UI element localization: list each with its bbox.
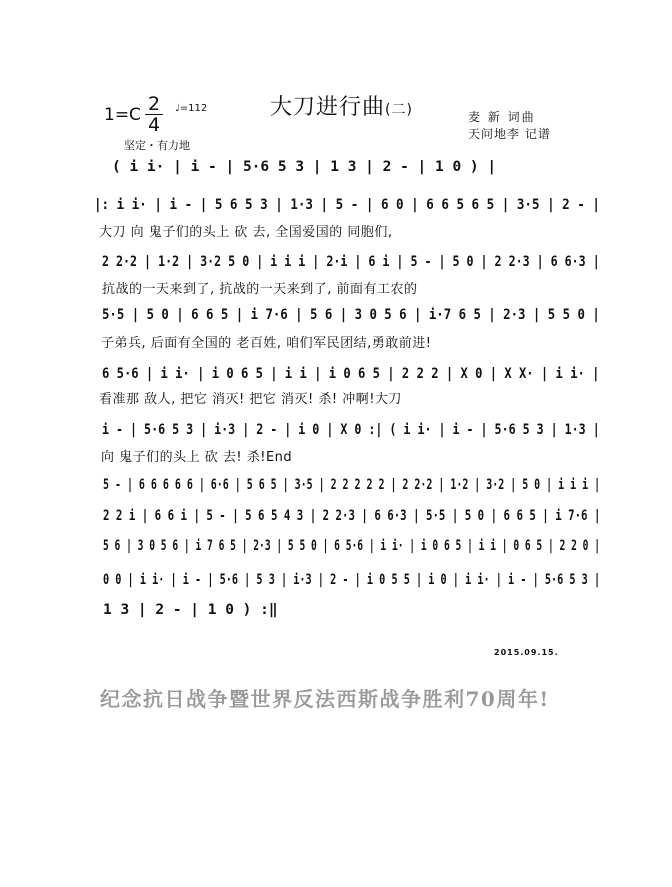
lyricist-credit: 麦 新 词曲 <box>468 110 536 124</box>
score-line-10-notes: 0 0 | i i· | i - | 5·6 | 5 3 | i·3 | 2 - | i 0 5 5 | i 0 | i i· | i - | 5·6 5 3 | <box>103 572 601 588</box>
score-line-6-lyrics: 向 鬼子们的头上 砍 去! 杀!End <box>101 450 293 465</box>
time-sig-top: 2 <box>147 93 161 115</box>
score-line-8-notes: 2 2 i | 6 6 i | 5 - | 5 6 5 4 3 | 2 2·3 | 6 6·3 | 5·5 | 5 0 | 6 6 5 | i 7·6 | <box>103 508 601 524</box>
date-stamp: 2015.09.15. <box>494 648 559 657</box>
expression-mark: 坚定・有力地 <box>124 139 190 152</box>
score-line-11-notes: 1 3 | 2 - | 1 0 ) :‖ <box>103 602 278 618</box>
score-line-4-notes: 5·5 | 5 0 | 6 6 5 | i 7·6 | 5 6 | 3 0 5 6 | i·7 6 5 | 2·3 | 5 5 0 | <box>102 307 600 323</box>
score-line-3-lyrics: 抗战的一天来到了, 抗战的一天来到了, 前面有工农的 <box>102 282 418 297</box>
score-line-5-notes: 6 5·6 | i i· | i 0 6 5 | i i | i 0 6 5 | 2 2 2 | X 0 | X X· | i i· | <box>102 366 600 382</box>
score-line-5-lyrics: 看准那 敌人, 把它 消灭! 把它 消灭! 杀! 冲啊!大刀 <box>99 392 402 407</box>
time-sig-bottom: 4 <box>147 114 161 136</box>
score-line-3-notes: 2 2·2 | 1·2 | 3·2 5 0 | i i i | 2·i | 6 i | 5 - | 5 0 | 2 2·3 | 6 6·3 | <box>102 254 600 270</box>
song-title <box>270 90 413 121</box>
key-signature: 1=C <box>104 105 141 125</box>
score-line-1-notes: ( i i· | i - | 5·6 5 3 | 1 3 | 2 - | 1 0 ) | <box>112 159 497 175</box>
score-line-6-notes: i - | 5·6 5 3 | i·3 | 2 - | i 0 | X 0 :| ( i i· | i - | 5·6 5 3 | 1·3 | <box>102 422 600 438</box>
score-line-9-notes: 5 6 | 3 0 5 6 | i 7 6 5 | 2·3 | 5 5 0 | 6 5·6 | i i· | i 0 6 5 | i i | 0 6 5 | 2 2 0 | <box>103 538 601 554</box>
score-line-2-lyrics: 大刀 向 鬼子们的头上 砍 去, 全国爱国的 同胞们, <box>99 225 393 240</box>
commemoration-slogan: 纪念抗日战争暨世界反法西斯战争胜利70周年! <box>100 687 550 711</box>
title-suffix: (二) <box>385 102 413 118</box>
score-line-2-notes: |: i i· | i - | 5 6 5 3 | 1·3 | 5 - | 6 0 | 6 6 5 6 5 | 3·5 | 2 - | <box>94 197 600 213</box>
score-line-7-notes: 5 - | 6 6 6 6 6 | 6·6 | 5 6 5 | 3·5 | 2 2 2 2 2 | 2 2·2 | 1·2 | 3·2 | 5 0 | i i i | <box>103 477 601 493</box>
arranger-credit: 天问地李 记谱 <box>468 127 551 141</box>
tempo-mark: ♩=112 <box>175 103 208 114</box>
title-main: 大刀进行曲 <box>270 95 386 120</box>
time-signature <box>145 95 163 134</box>
score-line-4-lyrics: 子弟兵, 后面有全国的 老百姓, 咱们军民团结,勇敢前进! <box>101 336 432 351</box>
